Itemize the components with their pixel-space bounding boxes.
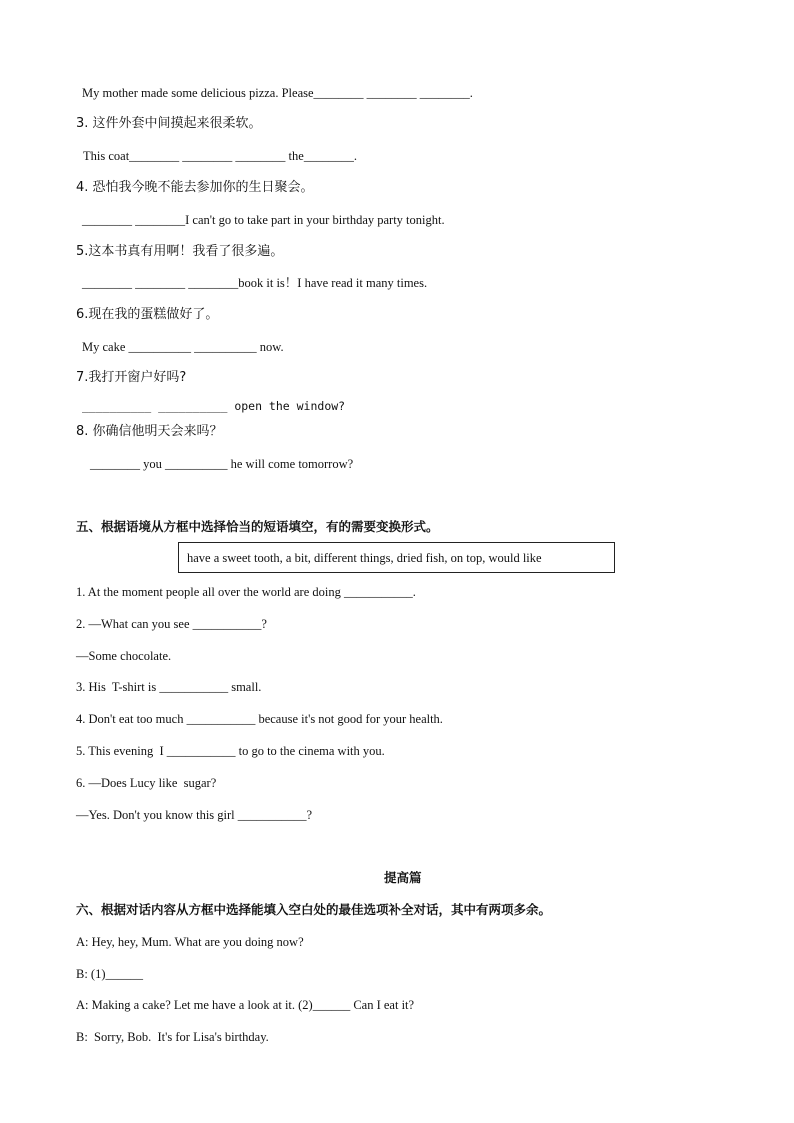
- phrase-box-text: have a sweet tooth, a bit, different things, dried fish, on top, would like: [187, 551, 542, 565]
- section5-question-6: 6. —Does Lucy like sugar?: [76, 776, 217, 790]
- item5-chinese-line: 5.这本书真有用啊！我看了很多遍。: [76, 244, 284, 259]
- section6-heading: 六、根据对话内容从方框中选择能填入空白处的最佳选项补全对话，其中有两项多余。: [76, 902, 552, 917]
- section5-question-3: 3. His T-shirt is ___________ small.: [76, 680, 262, 694]
- phrase-box: [178, 542, 615, 573]
- item7-english-line: __________ __________ open the window?: [82, 399, 346, 413]
- dialogue-line-1: A: Hey, hey, Mum. What are you doing now?: [76, 935, 304, 949]
- section5-question-4: 4. Don't eat too much ___________ because it's not good for your health.: [76, 712, 443, 726]
- item8-english-line: ________ you __________ he will come tomorrow?: [90, 457, 354, 471]
- dialogue-line-4: B: Sorry, Bob. It's for Lisa's birthday.: [76, 1030, 269, 1044]
- item7-chinese-line: 7.我打开窗户好吗?: [76, 370, 187, 385]
- item4-english-line: ________ ________I can't go to take part in your birthday party tonight.: [82, 213, 445, 227]
- advanced-section-title: 提高篇: [384, 870, 422, 885]
- dialogue-line-3: A: Making a cake? Let me have a look at it. (2)______ Can I eat it?: [76, 998, 415, 1012]
- section5-heading: 五、根据语境从方框中选择恰当的短语填空，有的需要变换形式。: [76, 519, 439, 534]
- item5-english-line: ________ ________ ________book it is！I have read it many times.: [82, 276, 428, 290]
- section5-question-5: 5. This evening I ___________ to go to the cinema with you.: [76, 744, 385, 758]
- dialogue-line-2: B: (1)______: [76, 967, 144, 981]
- item6-english-line: My cake __________ __________ now.: [82, 340, 284, 354]
- item3-english-line: This coat________ ________ ________ the________.: [83, 149, 357, 163]
- item2-english-line: My mother made some delicious pizza. Please________ ________ ________.: [82, 86, 473, 100]
- section5-question-1: 1. At the moment people all over the world are doing ___________.: [76, 585, 416, 599]
- item4-chinese-line: 4. 恐怕我今晚不能去参加你的生日聚会。: [76, 180, 314, 195]
- section5-question-2: 2. —What can you see ___________?: [76, 617, 267, 631]
- item3-chinese-line: 3. 这件外套中间摸起来很柔软。: [76, 116, 262, 131]
- item8-chinese-line: 8. 你确信他明天会来吗？: [76, 424, 223, 439]
- section5-question-2-answer: —Some chocolate.: [76, 649, 172, 663]
- section5-question-6-answer: —Yes. Don't you know this girl ___________?: [76, 808, 313, 822]
- item6-chinese-line: 6.现在我的蛋糕做好了。: [76, 307, 219, 322]
